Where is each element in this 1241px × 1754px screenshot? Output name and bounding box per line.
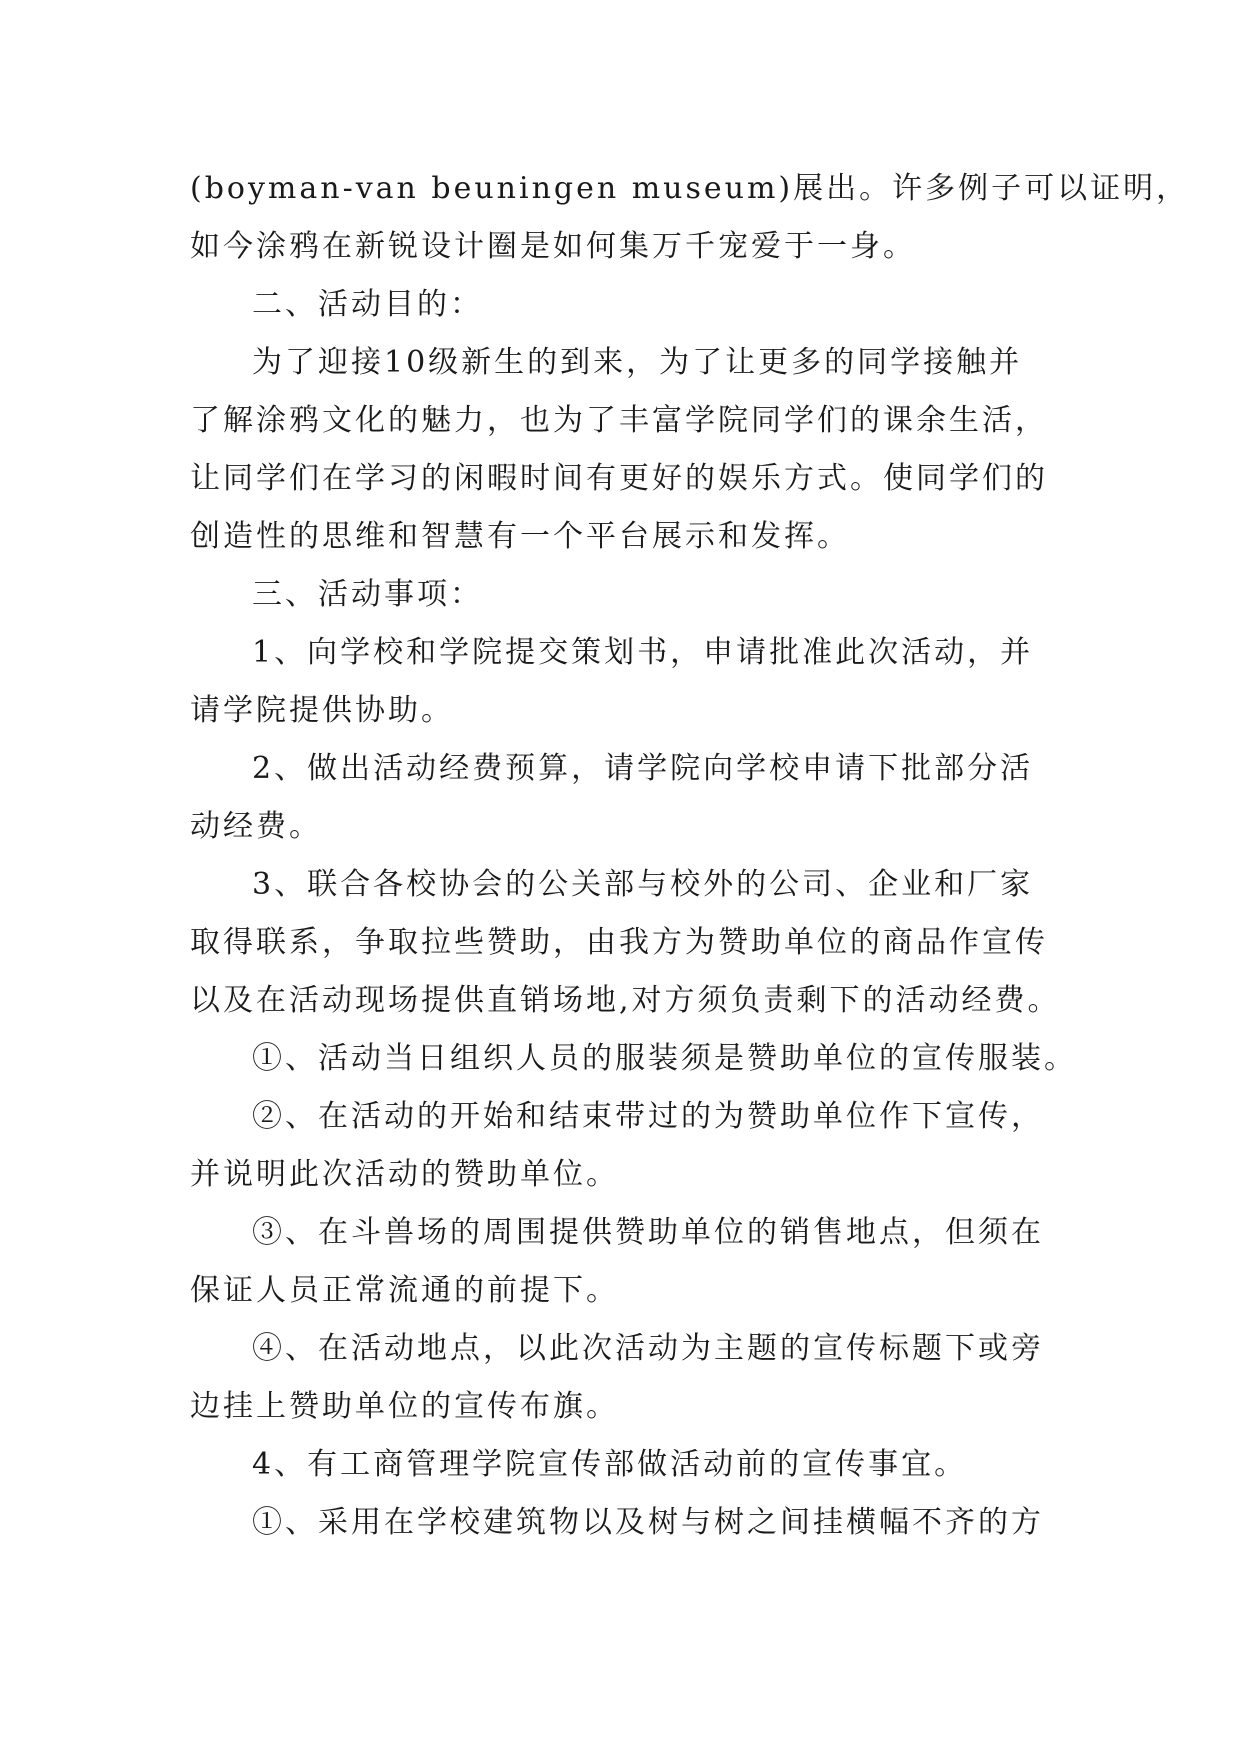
text-line: 动经费。: [190, 809, 322, 844]
text-line: 并说明此次活动的赞助单位。: [190, 1157, 619, 1192]
text-line: 3、联合各校协会的公关部与校外的公司、企业和厂家: [252, 867, 1034, 902]
text-line: 1、向学校和学院提交策划书，申请批准此次活动，并: [252, 635, 1034, 670]
document-body: [190, 160, 1190, 1552]
text-line: 了解涂鸦文化的魅力，也为了丰富学院同学们的课余生活，: [190, 403, 1048, 438]
text-line: ④、在活动地点，以此次活动为主题的宣传标题下或旁: [252, 1331, 1044, 1366]
text-line: 为了迎接10级新生的到来，为了让更多的同学接触并: [252, 345, 1023, 380]
text-line: 如今涂鸦在新锐设计圈是如何集万千宠爱于一身。: [190, 229, 916, 264]
section-heading: 二、活动目的：: [252, 287, 483, 322]
text-line: ①、采用在学校建筑物以及树与树之间挂横幅不齐的方: [252, 1505, 1044, 1540]
text-line: 取得联系，争取拉些赞助，由我方为赞助单位的商品作宣传: [190, 925, 1048, 960]
text-line: ①、活动当日组织人员的服装须是赞助单位的宣传服装。: [252, 1041, 1077, 1076]
text-line: ②、在活动的开始和结束带过的为赞助单位作下宣传，: [252, 1099, 1044, 1134]
section-heading: 三、活动事项：: [252, 577, 483, 612]
text-line: 保证人员正常流通的前提下。: [190, 1273, 619, 1308]
text-line: (boyman-van beuningen museum)展出。许多例子可以证明，: [190, 171, 1190, 206]
text-line: 请学院提供协助。: [190, 693, 454, 728]
text-line: 4、有工商管理学院宣传部做活动前的宣传事宜。: [252, 1447, 968, 1482]
text-line: 创造性的思维和智慧有一个平台展示和发挥。: [190, 519, 850, 554]
text-line: 让同学们在学习的闲暇时间有更好的娱乐方式。使同学们的: [190, 461, 1048, 496]
text-line: ③、在斗兽场的周围提供赞助单位的销售地点，但须在: [252, 1215, 1044, 1250]
text-line: 边挂上赞助单位的宣传布旗。: [190, 1389, 619, 1424]
text-line: 2、做出活动经费预算，请学院向学校申请下批部分活: [252, 751, 1034, 786]
text-line: 以及在活动现场提供直销场地,对方须负责剩下的活动经费。: [190, 983, 1061, 1018]
